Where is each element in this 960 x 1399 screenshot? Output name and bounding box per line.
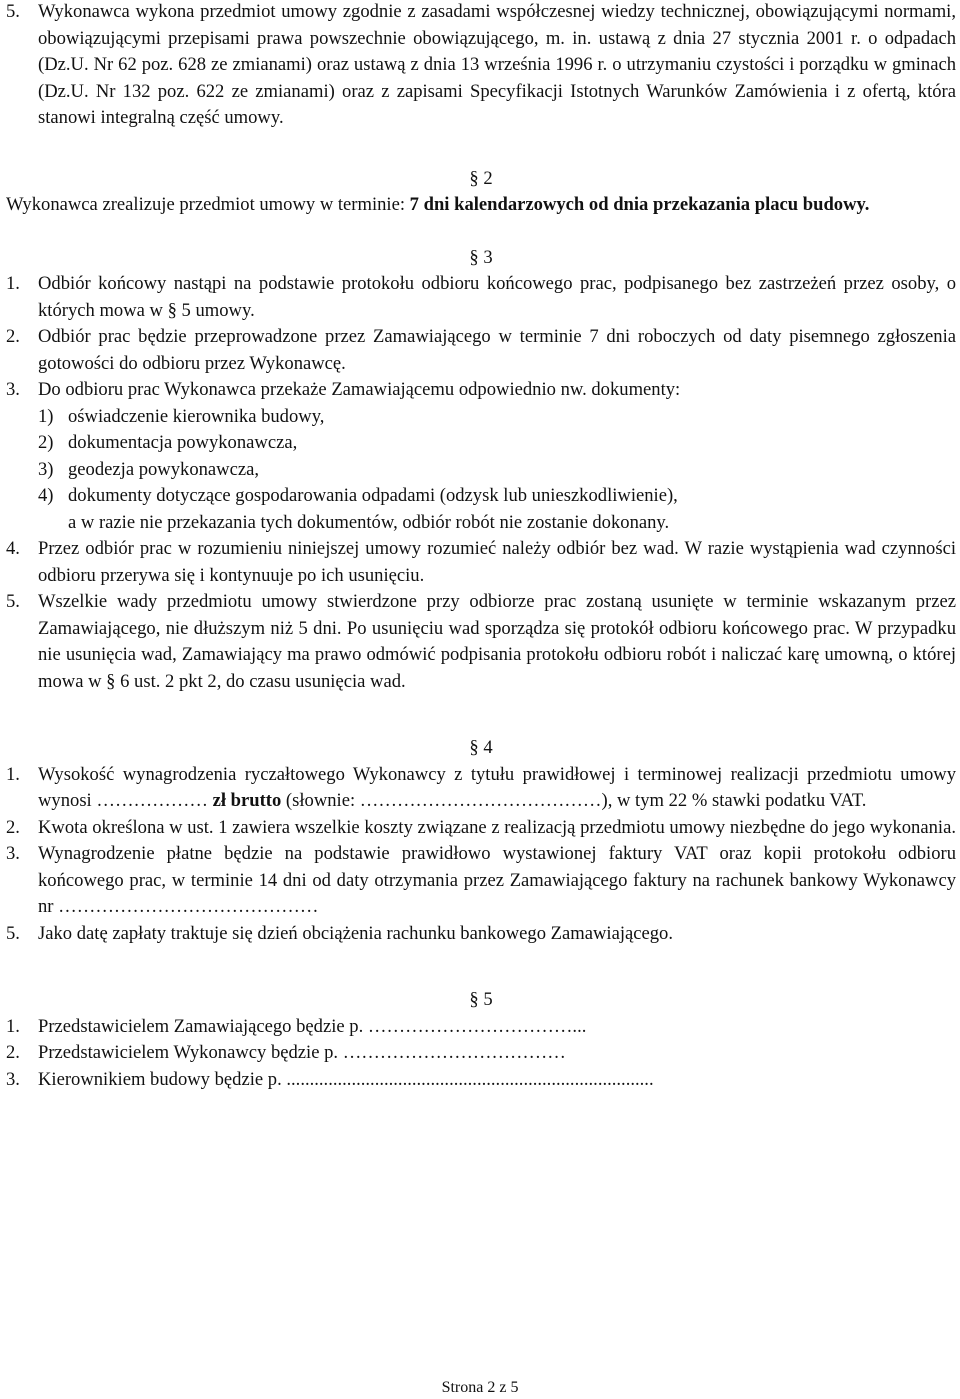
item-text: Jako datę zapłaty traktuje się dzień obciążenia rachunku bankowego Zamawiającego.: [38, 922, 674, 944]
paragraph-5: [6, 0, 956, 132]
item-number: 3.: [6, 843, 20, 864]
doc-list-note: a w razie nie przekazania tych dokumentów, odbiór robót nie zostanie dokonany.: [68, 511, 670, 533]
section-heading-2: § 2: [469, 167, 493, 189]
item-number: 1.: [6, 273, 20, 294]
s4-item-1: [6, 762, 956, 815]
document-page: [6, 0, 956, 1093]
item-number: 4.: [6, 538, 20, 559]
section-heading-5: § 5: [469, 989, 493, 1010]
s4-item-2: [6, 815, 956, 842]
s3-item-4: [6, 536, 956, 589]
doc-list-item: [6, 404, 956, 431]
item-number: 1.: [6, 763, 20, 785]
item-number: 2.: [6, 326, 20, 347]
doc-list-item: [6, 457, 956, 484]
amount-unit: zł brutto: [212, 790, 282, 811]
section-2-text: [6, 192, 956, 219]
deadline-text: Wykonawca zrealizuje przedmiot umowy w terminie:: [6, 194, 410, 215]
list-number: 4): [38, 485, 54, 506]
item-text: Wynagrodzenie płatne będzie na podstawie prawidłowo wystawionej faktury VAT oraz kopii protokołu odbioru końcowego prac, w terminie 14 dni od daty otrzymania przez Zamawiającego faktury na rachunek bankowy Wykonawcy nr ……………………………………: [38, 843, 956, 917]
item-number: 5.: [6, 1, 20, 22]
s4-item-5: [6, 921, 956, 948]
s3-item-5: [6, 589, 956, 695]
page-footer: Strona 2 z 5: [441, 1379, 519, 1396]
item-text: Do odbioru prac Wykonawca przekaże Zamawiającemu odpowiednio nw. dokumenty:: [38, 379, 681, 400]
item-text: Wszelkie wady przedmiotu umowy stwierdzone przy odbiorze prac zostaną usunięte w terminie wskazanym przez Zamawiającego, nie dłuższym niż 5 dni. Po usunięciu wad sporządza się protokół odbioru końcowego prac. W przypadku nie usunięcia wad, Zamawiający ma prawo odmówić podpisania protokołu odbioru robót i naliczać karę umowną, o której mowa w § 6 ust. 2 pkt 2, do czasu usunięcia wad.: [38, 591, 956, 692]
s4-item-3: [6, 841, 956, 921]
item-text: Przez odbiór prac w rozumieniu niniejszej umowy rozumieć należy odbiór bez wad. W razie wystąpienia wad czynności odbioru przerywa się i kontynuuje po ich usunięciu.: [38, 538, 956, 586]
s3-item-1: [6, 271, 956, 324]
item-number: 3.: [6, 379, 20, 400]
s3-item-2: [6, 324, 956, 377]
doc-list-item: [6, 483, 956, 510]
list-text: dokumentacja powykonawcza,: [68, 432, 298, 453]
item-number: 2.: [6, 816, 20, 838]
s3-item-3: [6, 377, 956, 404]
list-number: 2): [38, 432, 54, 453]
item-number: 5.: [6, 922, 20, 944]
doc-list-item: [6, 430, 956, 457]
item-number: 3.: [6, 1068, 20, 1090]
item-text: Wysokość wynagrodzenia ryczałtowego Wykonawcy z tytułu prawidłowej i terminowej realizacji przedmiotu umowy wynosi ………………: [38, 763, 956, 811]
s5-item-3: [6, 1067, 956, 1094]
item-text: Kwota określona w ust. 1 zawiera wszelkie koszty związane z realizacją przedmiotu umowy niezbędne do jego wykonania.: [38, 816, 956, 838]
item-text: Przedstawicielem Zamawiającego będzie p. ……………………………...: [38, 1015, 587, 1037]
item-text: Odbiór prac będzie przeprowadzone przez Zamawiającego w terminie 7 dni roboczych od daty pisemnego zgłoszenia gotowości do odbioru przez Wykonawcę.: [38, 326, 956, 374]
list-text: oświadczenie kierownika budowy,: [68, 405, 325, 427]
item-text: Przedstawicielem Wykonawcy będzie p. ………………………………: [38, 1042, 566, 1063]
list-number: 3): [38, 458, 54, 480]
s5-item-2: [6, 1040, 956, 1067]
section-heading-3: § 3: [469, 246, 493, 268]
item-number: 5.: [6, 591, 20, 612]
paragraph-text: Wykonawca wykona przedmiot umowy zgodnie z zasadami współczesnej wiedzy technicznej, obowiązującymi normami, obowiązującymi przepisami prawa powszechnie obowiązującego, m. in. ustawą z dnia 27 stycznia 2001 r. o odpadach (Dz.U. Nr 62 poz. 628 ze zmianami) oraz ustawą z dnia 13 września 1996 r. o utrzymaniu czystości i porządku w gminach (Dz.U. Nr 132 poz. 622 ze zmianami) oraz z zapisami Specyfikacji Istotnych Warunków Zamówienia i z ofertą, która stanowi integralną część umowy.: [38, 1, 956, 128]
item-number: 1.: [6, 1015, 20, 1037]
s5-item-1: [6, 1014, 956, 1041]
deadline-value: 7 dni kalendarzowych od dnia przekazania placu budowy.: [409, 194, 870, 215]
section-heading-4: § 4: [469, 737, 493, 758]
list-number: 1): [38, 405, 54, 427]
item-text: Kierownikiem budowy będzie p. ...............................................................................: [38, 1068, 654, 1090]
list-text: dokumenty dotyczące gospodarowania odpadami (odzysk lub unieszkodliwienie),: [68, 485, 678, 506]
item-number: 2.: [6, 1042, 20, 1063]
item-text: Odbiór końcowy nastąpi na podstawie protokołu odbioru końcowego prac, podpisanego bez zastrzeżeń przez osoby, o których mowa w § 5 umowy.: [38, 273, 956, 321]
list-text: geodezja powykonawcza,: [68, 458, 260, 480]
item-text-cont: (słownie: …………………………………), w tym 22 % stawki podatku VAT.: [281, 790, 867, 811]
